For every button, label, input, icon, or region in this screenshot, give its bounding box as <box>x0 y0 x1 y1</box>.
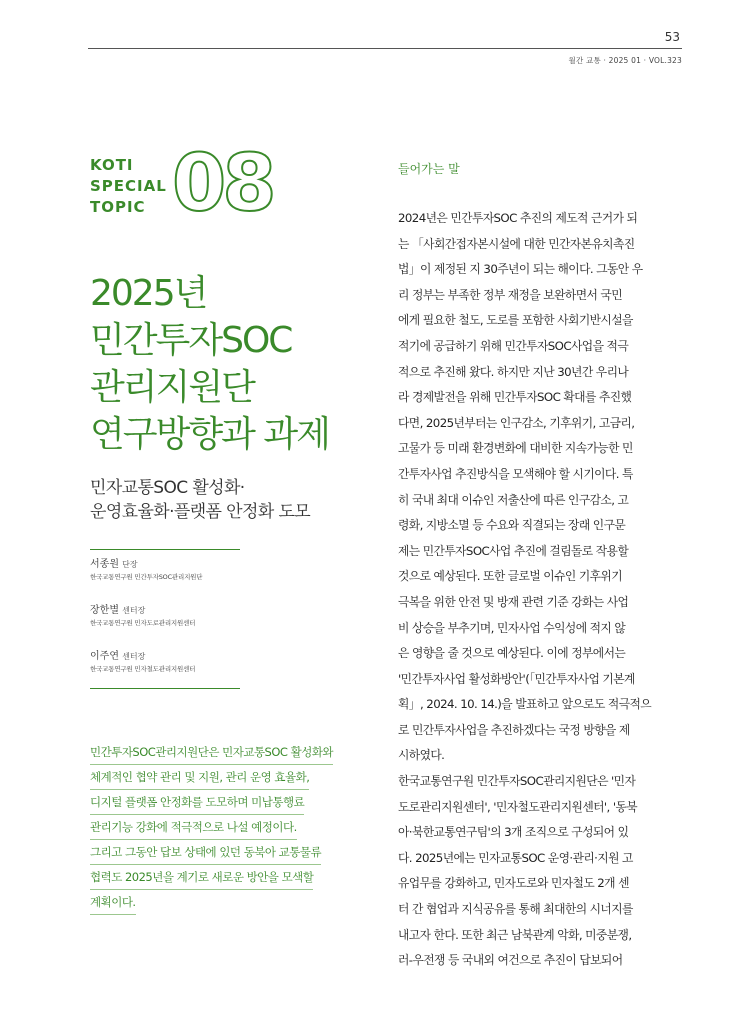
body-line: 는 「사회간접자본시설에 대한 민간자본유치촉진 <box>398 236 635 251</box>
body-text <box>398 206 684 974</box>
body-line: 령화, 지방소멸 등 수요와 직결되는 장래 인구문 <box>398 518 626 533</box>
topic-label <box>90 155 180 218</box>
body-line: 에게 필요한 철도, 도로를 포함한 사회기반시설을 <box>398 313 633 328</box>
body-line: 도로관리지원센터', '민자철도관리지원센터', '동북 <box>398 799 638 814</box>
body-line: 것으로 예상된다. 또한 글로벌 이슈인 기후위기 <box>398 569 623 584</box>
article-summary <box>90 740 370 915</box>
author-role: 단장 <box>122 560 138 569</box>
summary-line: 디지털 플랫폼 안정화를 도모하며 미납통행료 <box>90 790 304 815</box>
topic-line: SPECIAL <box>90 177 167 195</box>
article-title <box>90 270 370 458</box>
author-name-line <box>90 650 195 664</box>
summary-line: 협력도 2025년을 계기로 새로운 방안을 모색할 <box>90 865 313 890</box>
author-name: 서종원 <box>90 559 119 570</box>
body-line: 내고자 한다. 또한 최근 남북관계 악화, 미중분쟁, <box>398 927 632 942</box>
body-line: 아·북한교통연구팀'의 3개 조직으로 구성되어 있 <box>398 825 629 840</box>
article-subtitle <box>90 476 380 524</box>
author-rule-bottom <box>90 688 240 689</box>
subtitle-line: 민자교통SOC 활성화· <box>90 478 245 498</box>
summary-line: 체계적인 협약 관리 및 지원, 관리 운영 효율화, <box>90 765 309 790</box>
body-line: 비 상승을 부추기며, 민자사업 수익성에 적지 않 <box>398 620 626 635</box>
body-line: 제는 민간투자SOC사업 추진에 걸림돌로 작용할 <box>398 543 629 558</box>
author-block <box>90 604 195 629</box>
title-line: 관리지원단 <box>90 367 254 408</box>
body-line: 리 정부는 부족한 정부 재정을 보완하면서 국민 <box>398 287 623 302</box>
body-line: '민간투자사업 활성화방안'(「민간투자사업 기본계 <box>398 671 635 686</box>
body-line: 적으로 추진해 왔다. 하지만 지난 30년간 우리나 <box>398 364 629 379</box>
page-number: 53 <box>664 30 680 44</box>
author-name-line <box>90 604 195 618</box>
summary-line: 민간투자SOC관리지원단은 민자교통SOC 활성화와 <box>90 740 333 765</box>
body-line: 법」이 제정된 지 30주년이 되는 해이다. 그동안 우 <box>398 262 643 277</box>
author-name: 이주연 <box>90 651 119 662</box>
author-block <box>90 558 202 583</box>
subtitle-line: 운영효율화·플랫폼 안정화 도모 <box>90 502 311 522</box>
topic-line: TOPIC <box>90 198 146 216</box>
title-line: 2025년 <box>90 273 207 314</box>
body-line: 유업무를 강화하고, 민자도로와 민자철도 2개 센 <box>398 876 629 891</box>
author-block <box>90 650 195 675</box>
body-line: 간투자사업 추진방식을 모색해야 할 시기이다. 특 <box>398 466 633 481</box>
topic-number: 08 <box>172 139 273 229</box>
body-line: 적기에 공급하기 위해 민간투자SOC사업을 적극 <box>398 338 629 353</box>
section-heading: 들어가는 말 <box>398 162 460 176</box>
title-line: 민간투자SOC <box>90 320 292 361</box>
body-line: 라 경제발전을 위해 민간투자SOC 확대를 추진했 <box>398 390 632 405</box>
author-role: 센터장 <box>122 652 146 661</box>
author-name: 장한별 <box>90 605 119 616</box>
author-org: 한국교통연구원 민간투자SOC관리지원단 <box>90 573 203 581</box>
title-line: 연구방향과 과제 <box>90 414 329 455</box>
body-line: 획」, 2024. 10. 14.)을 발표하고 앞으로도 적극적으 <box>398 697 652 712</box>
topic-line: KOTI <box>90 156 134 174</box>
header-divider <box>88 48 682 49</box>
summary-line: 그리고 그동안 답보 상태에 있던 동북아 교통물류 <box>90 840 321 865</box>
body-line: 다면, 2025년부터는 인구감소, 기후위기, 고금리, <box>398 415 635 430</box>
author-rule-top <box>90 549 240 550</box>
body-line: 한국교통연구원 민간투자SOC관리지원단은 '민자 <box>398 774 636 789</box>
body-line: 로 민간투자사업을 추진하겠다는 국정 방향을 제 <box>398 722 630 737</box>
body-line: 터 간 협업과 지식공유를 통해 최대한의 시너지를 <box>398 902 633 917</box>
author-name-line <box>90 558 202 572</box>
author-org: 한국교통연구원 민자도로관리지원센터 <box>90 619 196 627</box>
summary-line: 계획이다. <box>90 890 136 915</box>
body-line: 러-우전쟁 등 국내외 여건으로 추진이 답보되어 <box>398 953 623 968</box>
body-line: 고물가 등 미래 환경변화에 대비한 지속가능한 민 <box>398 441 633 456</box>
body-line: 2024년은 민간투자SOC 추진의 제도적 근거가 되 <box>398 211 638 225</box>
body-line: 다. 2025년에는 민자교통SOC 운영·관리·지원 고 <box>398 850 633 865</box>
body-line: 시하였다. <box>398 748 445 763</box>
body-line: 극복을 위한 안전 및 방재 관련 기준 강화는 사업 <box>398 594 629 609</box>
summary-line: 관리기능 강화에 적극적으로 나설 예정이다. <box>90 815 297 840</box>
author-org: 한국교통연구원 민자철도관리지원센터 <box>90 665 196 673</box>
body-line: 히 국내 최대 이슈인 저출산에 따른 인구감소, 고 <box>398 492 629 507</box>
journal-info: 월간 교통 · 2025 01 · VOL.323 <box>568 56 682 65</box>
author-role: 센터장 <box>122 606 146 615</box>
body-line: 은 영향을 줄 것으로 예상된다. 이에 정부에서는 <box>398 646 626 661</box>
